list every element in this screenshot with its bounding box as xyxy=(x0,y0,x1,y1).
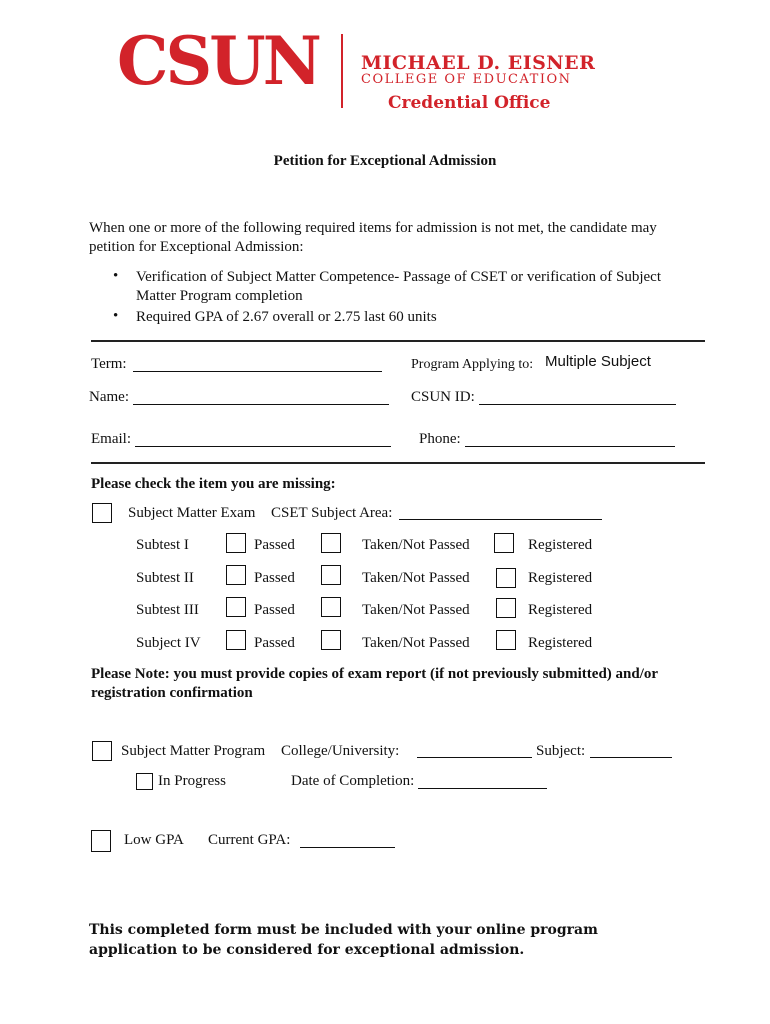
taken-not-passed-label: Taken/Not Passed xyxy=(362,602,470,618)
bullet-item: Verification of Subject Matter Competence- Passage of CSET or verification of Subject Matter Program completion xyxy=(136,269,661,304)
subject-label: Subject: xyxy=(536,743,586,759)
intro-paragraph: When one or more of the following required items for admission is not met, the candidate may petition for Exceptional Admission: xyxy=(89,220,657,255)
passed-checkbox[interactable] xyxy=(226,533,246,553)
csun-id-label: CSUN ID: xyxy=(411,389,475,405)
name-field[interactable] xyxy=(133,404,389,405)
passed-checkbox[interactable] xyxy=(226,565,246,585)
divider-rule xyxy=(91,340,705,342)
subject-exam-label: Subject Matter Exam xyxy=(128,505,256,521)
passed-label: Passed xyxy=(254,602,295,618)
completion-date-field[interactable] xyxy=(418,788,547,789)
in-progress-checkbox[interactable] xyxy=(136,773,153,790)
term-field[interactable] xyxy=(133,371,382,372)
taken-not-passed-checkbox[interactable] xyxy=(321,533,341,553)
email-field[interactable] xyxy=(135,446,391,447)
bullet-marker: • xyxy=(113,268,119,284)
subtest-label: Subtest III xyxy=(136,602,199,618)
passed-checkbox[interactable] xyxy=(226,597,246,617)
registered-checkbox[interactable] xyxy=(496,630,516,650)
subtest-label: Subtest II xyxy=(136,570,194,586)
registered-label: Registered xyxy=(528,570,593,586)
page-title: Petition for Exceptional Admission xyxy=(273,153,497,169)
subject-exam-checkbox[interactable] xyxy=(92,503,112,523)
current-gpa-field[interactable] xyxy=(300,847,395,848)
registered-checkbox[interactable] xyxy=(496,598,516,618)
bullet-item: Required GPA of 2.67 overall or 2.75 last 60 units xyxy=(136,309,437,325)
logo-divider xyxy=(341,34,343,108)
taken-not-passed-checkbox[interactable] xyxy=(321,565,341,585)
program-field[interactable]: Multiple Subject xyxy=(545,353,651,370)
subject-program-label: Subject Matter Program xyxy=(121,743,266,759)
subject-field[interactable] xyxy=(590,757,672,758)
csun-logo-wordmark: CSUN xyxy=(117,22,319,100)
taken-not-passed-label: Taken/Not Passed xyxy=(362,635,470,651)
csun-id-field[interactable] xyxy=(479,404,676,405)
college-field[interactable] xyxy=(417,757,532,758)
cset-area-field[interactable] xyxy=(399,519,602,520)
passed-label: Passed xyxy=(254,537,295,553)
divider-rule xyxy=(91,462,705,464)
registered-label: Registered xyxy=(528,635,593,651)
college-label: College/University: xyxy=(281,743,400,759)
taken-not-passed-checkbox[interactable] xyxy=(321,597,341,617)
registered-checkbox[interactable] xyxy=(494,533,514,553)
term-label: Term: xyxy=(91,356,127,372)
logo-office-name: Credential Office xyxy=(388,93,551,113)
phone-label: Phone: xyxy=(419,431,461,447)
bullet-marker: • xyxy=(113,308,119,324)
low-gpa-checkbox[interactable] xyxy=(91,830,111,852)
cset-area-label: CSET Subject Area: xyxy=(271,505,393,521)
registered-label: Registered xyxy=(528,537,593,553)
missing-heading: Please check the item you are missing: xyxy=(91,476,336,492)
completion-date-label: Date of Completion: xyxy=(291,773,415,789)
current-gpa-label: Current GPA: xyxy=(208,832,291,848)
exam-report-note: Please Note: you must provide copies of exam report (if not previously submitted) and/or registration confirmation xyxy=(91,666,658,701)
program-label: Program Applying to: xyxy=(411,357,534,372)
passed-label: Passed xyxy=(254,570,295,586)
email-label: Email: xyxy=(91,431,131,447)
subtest-label: Subject IV xyxy=(136,635,201,651)
registered-checkbox[interactable] xyxy=(496,568,516,588)
taken-not-passed-checkbox[interactable] xyxy=(321,630,341,650)
logo-college-name: MICHAEL D. EISNER xyxy=(361,52,596,74)
subtest-label: Subtest I xyxy=(136,537,189,553)
in-progress-label: In Progress xyxy=(158,773,226,789)
footer-instruction: This completed form must be included with your online program application to be considered for exceptional admission. xyxy=(89,922,598,958)
taken-not-passed-label: Taken/Not Passed xyxy=(362,537,470,553)
passed-label: Passed xyxy=(254,635,295,651)
logo-college-subtitle: COLLEGE OF EDUCATION xyxy=(361,72,572,87)
low-gpa-label: Low GPA xyxy=(124,832,184,848)
taken-not-passed-label: Taken/Not Passed xyxy=(362,570,470,586)
phone-field[interactable] xyxy=(465,446,675,447)
registered-label: Registered xyxy=(528,602,593,618)
name-label: Name: xyxy=(89,389,129,405)
subject-program-checkbox[interactable] xyxy=(92,741,112,761)
passed-checkbox[interactable] xyxy=(226,630,246,650)
